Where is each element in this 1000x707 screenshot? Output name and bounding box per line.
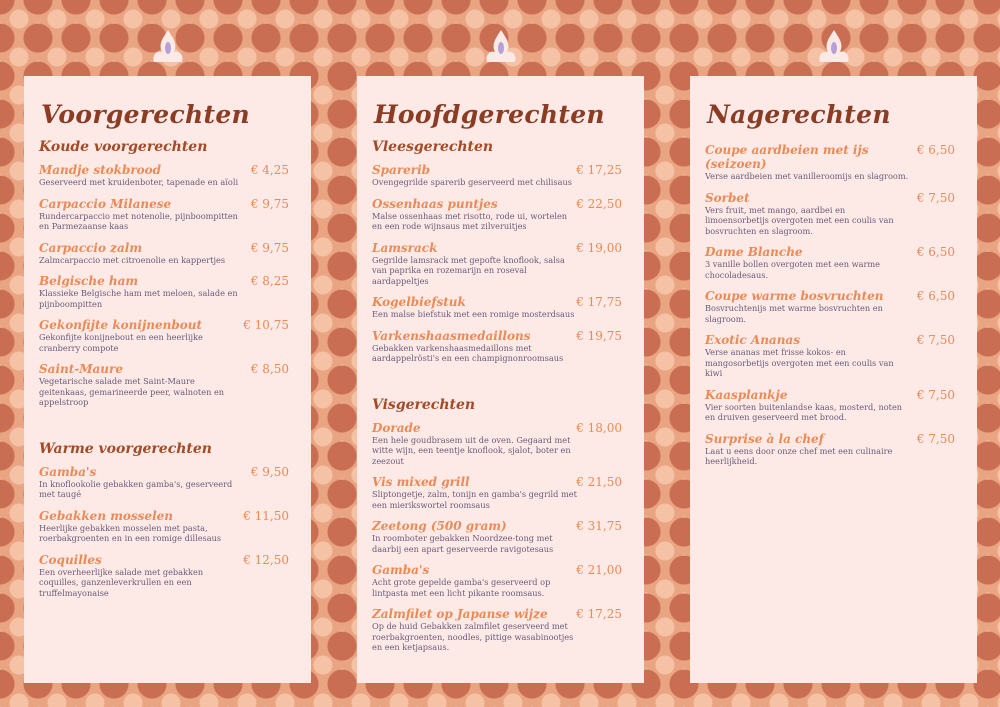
menu-item bbox=[39, 241, 289, 266]
panel-title: Hoofdgerechten bbox=[374, 100, 605, 129]
menu-item bbox=[372, 163, 622, 188]
menu-panel-hoofdgerechten bbox=[357, 76, 644, 683]
item-price: € 17,25 bbox=[576, 607, 622, 621]
item-description: Heerlijke gebakken mosselen met pasta, roerbakgroenten en in een romige dillesaus bbox=[39, 522, 222, 543]
item-description: 3 vanille bollen overgoten met een warme chocoladesaus. bbox=[705, 259, 880, 280]
item-price: € 7,50 bbox=[916, 190, 955, 205]
item-price: € 7,50 bbox=[916, 431, 955, 446]
item-name: Sorbet bbox=[705, 190, 750, 205]
item-name: Gamba's bbox=[372, 563, 430, 577]
item-name: Gamba's bbox=[39, 464, 97, 479]
menu-item bbox=[705, 289, 955, 324]
item-price: € 6,50 bbox=[916, 289, 955, 303]
item-name: Gekonfijte konijnenbout bbox=[39, 318, 203, 332]
section-title: Visgerechten bbox=[372, 396, 476, 413]
item-description: Klassieke Belgische ham met meloen, salade en pijnboompitten bbox=[39, 288, 238, 309]
fleur-ornament-icon bbox=[817, 28, 851, 68]
item-name: Varkenshaasmedaillons bbox=[372, 328, 531, 343]
item-price: € 17,75 bbox=[576, 295, 622, 309]
item-name: Coquilles bbox=[39, 552, 102, 567]
menu-item bbox=[705, 143, 955, 182]
item-description: Laat u eens door onze chef met een culinaire heerlijkheid. bbox=[705, 445, 893, 466]
item-description: Een malse biefstuk met een romige mosterdsaus bbox=[372, 309, 575, 319]
item-price: € 9,50 bbox=[250, 464, 289, 479]
menu-item bbox=[705, 432, 955, 467]
section-title: Vleesgerechten bbox=[372, 139, 494, 155]
menu-item bbox=[705, 191, 955, 237]
item-name: Coupe aardbeien met ijs (seizoen) bbox=[705, 143, 869, 171]
menu-item bbox=[39, 318, 289, 353]
item-price: € 7,50 bbox=[916, 387, 955, 402]
item-description: Zalmcarpaccio met citroenolie en kappertjes bbox=[39, 254, 226, 265]
item-price: € 21,00 bbox=[576, 563, 622, 577]
item-description: Bosvruchtenijs met warme bosvruchten en slagroom. bbox=[705, 303, 883, 324]
item-name: Mandje stokbrood bbox=[39, 163, 162, 177]
section-title: Koude voorgerechten bbox=[39, 139, 208, 155]
menu-item bbox=[372, 241, 622, 287]
item-description: Ovengegrilde sparerib geserveerd met chilisaus bbox=[372, 177, 572, 187]
item-price: € 18,00 bbox=[576, 420, 622, 435]
menu-item bbox=[705, 388, 955, 423]
item-name: Saint-Maure bbox=[39, 362, 123, 376]
item-price: € 11,50 bbox=[243, 508, 289, 523]
item-description: Gebakken varkenshaasmedaillons met aardappelrösti's en een champignonroomsaus bbox=[372, 342, 564, 363]
item-price: € 10,75 bbox=[243, 318, 289, 332]
section-title: Warme voorgerechten bbox=[39, 440, 212, 457]
item-price: € 17,25 bbox=[576, 163, 622, 177]
menu-item bbox=[39, 553, 289, 599]
item-name: Zalmfilet op Japanse wijze bbox=[372, 607, 548, 621]
item-name: Lamsrack bbox=[372, 240, 438, 255]
menu-item bbox=[372, 475, 622, 510]
item-price: € 9,75 bbox=[250, 196, 289, 211]
menu-item bbox=[705, 333, 955, 379]
item-price: € 19,75 bbox=[576, 328, 622, 343]
menu-item bbox=[39, 274, 289, 309]
item-price: € 8,25 bbox=[250, 274, 289, 288]
menu-item bbox=[372, 295, 622, 320]
item-name: Dorade bbox=[372, 420, 421, 435]
fleur-ornament-icon bbox=[151, 28, 185, 68]
item-name: Ossenhaas puntjes bbox=[372, 196, 498, 211]
item-description: Geserveerd met kruidenboter, tapenade en aïoli bbox=[39, 177, 239, 187]
item-name: Belgische ham bbox=[39, 274, 139, 288]
item-description: In knoflookolie gebakken gamba's, geserveerd met taugé bbox=[39, 478, 233, 499]
menu-item bbox=[372, 607, 622, 653]
menu-panel-voorgerechten bbox=[24, 76, 311, 683]
item-name: Surprise à la chef bbox=[705, 431, 824, 446]
item-description: Een overheerlijke salade met gebakken coquilles, ganzenleverkrullen en een truffelmayonaise bbox=[39, 566, 204, 598]
item-name: Sparerib bbox=[372, 163, 431, 177]
item-price: € 6,50 bbox=[916, 143, 955, 157]
item-price: € 12,50 bbox=[243, 552, 289, 567]
item-price: € 6,50 bbox=[916, 245, 955, 259]
item-name: Carpaccio Milanese bbox=[39, 196, 172, 211]
item-description: Vegetarische salade met Saint-Maure geitenkaas, gemarineerde peer, walnoten en appelstroop bbox=[39, 376, 225, 407]
item-price: € 7,50 bbox=[916, 333, 955, 347]
item-name: Kogelbiefstuk bbox=[372, 295, 466, 309]
item-price: € 22,50 bbox=[576, 196, 622, 211]
item-description: Malse ossenhaas met risotto, rode ui, wortelen en een rode wijnsaus met zilveruitjes bbox=[372, 210, 568, 231]
item-name: Gebakken mosselen bbox=[39, 508, 173, 523]
item-description: Verse aardbeien met vanilleroomijs en slagroom. bbox=[705, 171, 909, 181]
menu-item bbox=[39, 362, 289, 408]
item-description: Een hele goudbrasem uit de oven. Gegaard met witte wijn, een teentje knoflook, sjalot, boter en zeezout bbox=[372, 434, 571, 466]
menu-item bbox=[372, 563, 622, 598]
item-name: Carpaccio zalm bbox=[39, 240, 143, 255]
item-description: Acht grote gepelde gamba's geserveerd op lintpasta met een licht pikante roomsaus. bbox=[372, 577, 551, 598]
item-description: Gekonfijte konijnebout en een heerlijke cranberry compote bbox=[39, 332, 203, 353]
menu-item bbox=[372, 519, 622, 554]
menu-item bbox=[372, 421, 622, 467]
item-description: Gegrilde lamsrack met gepofte knoflook, salsa van paprika en rozemarijn en roseval aardappeltjes bbox=[372, 254, 565, 286]
item-price: € 8,50 bbox=[250, 362, 289, 376]
item-name: Kaasplankje bbox=[705, 387, 788, 402]
menu-item bbox=[39, 509, 289, 544]
item-price: € 31,75 bbox=[576, 519, 622, 533]
item-name: Dame Blanche bbox=[705, 245, 803, 259]
fleur-ornament-icon bbox=[484, 28, 518, 68]
menu-item bbox=[372, 329, 622, 364]
item-name: Coupe warme bosvruchten bbox=[705, 289, 884, 303]
item-price: € 21,50 bbox=[576, 475, 622, 489]
item-description: In roomboter gebakken Noordzee-tong met daarbij een apart geserveerde ravigotesaus bbox=[372, 533, 554, 554]
menu-item bbox=[705, 245, 955, 280]
item-description: Vier soorten buitenlandse kaas, mosterd, noten en druiven geserveerd met brood. bbox=[705, 401, 903, 422]
menu-item bbox=[39, 465, 289, 500]
item-name: Exotic Ananas bbox=[705, 333, 800, 347]
item-description: Op de huid Gebakken zalmfilet geserveerd met roerbakgroenten, noodles, pittige wasabinootjes en een ketjapsaus. bbox=[372, 621, 574, 652]
item-price: € 4,25 bbox=[250, 163, 289, 177]
menu-panel-nagerechten bbox=[690, 76, 977, 683]
panel-title: Voorgerechten bbox=[41, 100, 251, 129]
item-price: € 19,00 bbox=[576, 240, 622, 255]
item-price: € 9,75 bbox=[250, 240, 289, 255]
panel-title: Nagerechten bbox=[707, 100, 891, 129]
menu-item bbox=[39, 197, 289, 232]
item-description: Sliptongetje, zalm, tonijn en gamba's gegrild met een mierikswortel roomsaus bbox=[372, 489, 577, 510]
item-description: Rundercarpaccio met notenolie, pijnboompitten en Parmezaanse kaas bbox=[39, 210, 238, 231]
item-description: Verse ananas met frisse kokos- en mangosorbetijs overgoten met een coulis van kiwi bbox=[705, 347, 894, 378]
item-description: Vers fruit, met mango, aardbei en limoensorbetijs overgoten met een coulis van bosvruchten en slagroom. bbox=[705, 204, 894, 236]
item-name: Vis mixed grill bbox=[372, 475, 470, 489]
menu-item bbox=[39, 163, 289, 188]
menu-item bbox=[372, 197, 622, 232]
item-name: Zeetong (500 gram) bbox=[372, 519, 507, 533]
